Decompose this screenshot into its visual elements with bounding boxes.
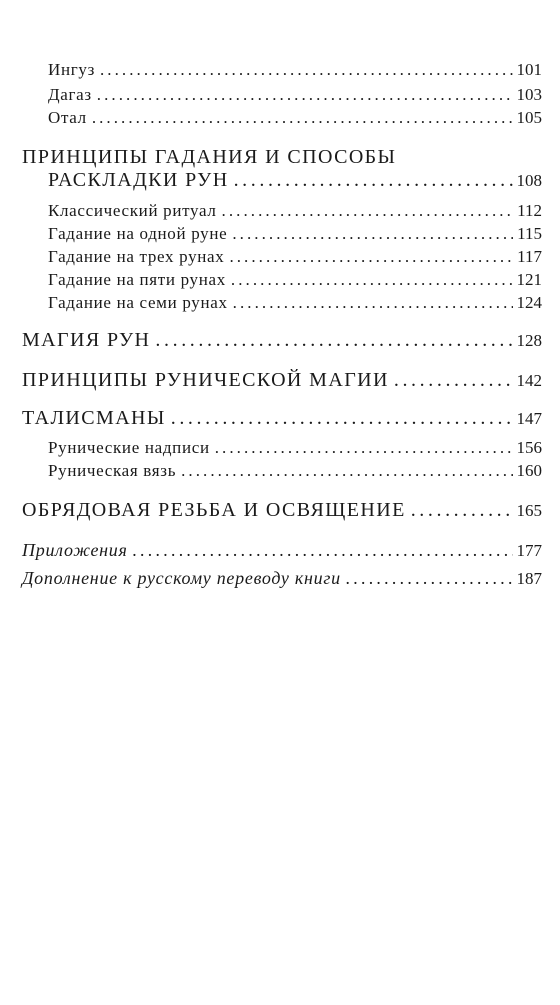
toc-section-entry[interactable] [22, 329, 542, 352]
toc-page-number: 147 [516, 409, 542, 428]
toc-entry-label: Классический ритуал [48, 201, 217, 220]
dot-leader [234, 169, 513, 192]
toc-page-number: 103 [516, 85, 542, 104]
toc-page-number: 187 [516, 569, 542, 588]
dot-leader [394, 369, 513, 392]
dot-leader [229, 247, 513, 267]
dot-leader [92, 108, 513, 128]
toc-page-number: 105 [516, 108, 542, 127]
toc-entry-label: Отал [48, 108, 87, 127]
dot-leader [233, 293, 513, 313]
toc-entry-label: Гадание на трех рунах [48, 247, 225, 266]
toc-entry-label: Ингуз [48, 60, 95, 79]
toc-section-entry[interactable] [22, 369, 542, 392]
dot-leader [222, 201, 514, 221]
section-heading: ПРИНЦИПЫ ГАДАНИЯ И СПОСОБЫ [22, 146, 397, 168]
toc-entry-label: Гадание на одной руне [48, 224, 228, 243]
toc-entry-label: Гадание на семи рунах [48, 293, 228, 312]
toc-entry-label: Дополнение к русскому переводу книги [22, 568, 341, 588]
toc-page-number: 165 [516, 501, 542, 520]
toc-entry[interactable] [22, 201, 542, 221]
dot-leader [231, 270, 513, 290]
dot-leader [411, 499, 513, 522]
toc-entry-label: ПРИНЦИПЫ РУНИЧЕСКОЙ МАГИИ [22, 369, 389, 391]
dot-leader [346, 568, 513, 589]
toc-entry-label: Рунические надписи [48, 438, 210, 457]
toc-entry[interactable] [22, 438, 542, 458]
toc-page-number: 108 [516, 171, 542, 190]
toc-page-number: 156 [516, 438, 542, 457]
toc-page-number: 128 [516, 331, 542, 350]
toc-entry[interactable] [22, 247, 542, 267]
dot-leader [232, 224, 513, 244]
toc-page-number: 112 [517, 201, 542, 220]
toc-entry[interactable] [22, 108, 542, 128]
toc-entry[interactable] [22, 60, 542, 80]
toc-entry-label: Гадание на пяти рунах [48, 270, 226, 289]
dot-leader [181, 461, 512, 481]
toc-entry[interactable] [22, 270, 542, 290]
toc-page-number: 124 [516, 293, 542, 312]
toc-entry-appendix[interactable] [22, 540, 542, 561]
toc-page-number: 160 [516, 461, 542, 480]
dot-leader [215, 438, 513, 458]
toc-page-number: 121 [516, 270, 542, 289]
toc-entry-label: Руническая вязь [48, 461, 177, 480]
toc-page-number: 117 [517, 247, 542, 266]
toc-page-number: 101 [516, 60, 542, 79]
dot-leader [133, 540, 513, 561]
dot-leader [155, 329, 512, 352]
toc-entry-label: Приложения [22, 540, 128, 560]
toc-entry[interactable] [22, 85, 542, 105]
toc-page-number: 177 [516, 541, 542, 560]
dot-leader [100, 60, 513, 80]
toc-section-entry[interactable] [22, 499, 542, 522]
toc-page-number: 142 [516, 371, 542, 390]
toc-entry-label: ОБРЯДОВАЯ РЕЗЬБА И ОСВЯЩЕНИЕ [22, 499, 406, 521]
toc-entry[interactable] [22, 224, 542, 244]
toc-entry[interactable] [22, 461, 542, 481]
dot-leader [97, 85, 513, 105]
toc-entry-label: Дагаз [48, 85, 92, 104]
toc-entry-label: РАСКЛАДКИ РУН [48, 169, 229, 191]
toc-section-entry[interactable] [22, 407, 542, 430]
toc-entry-supplement[interactable] [22, 568, 542, 589]
toc-entry-label: МАГИЯ РУН [22, 329, 151, 351]
toc-page-number: 115 [517, 224, 542, 243]
toc-section-entry[interactable] [22, 169, 542, 192]
toc-entry[interactable] [22, 293, 542, 313]
dot-leader [171, 407, 513, 430]
toc-entry-label: ТАЛИСМАНЫ [22, 407, 166, 429]
